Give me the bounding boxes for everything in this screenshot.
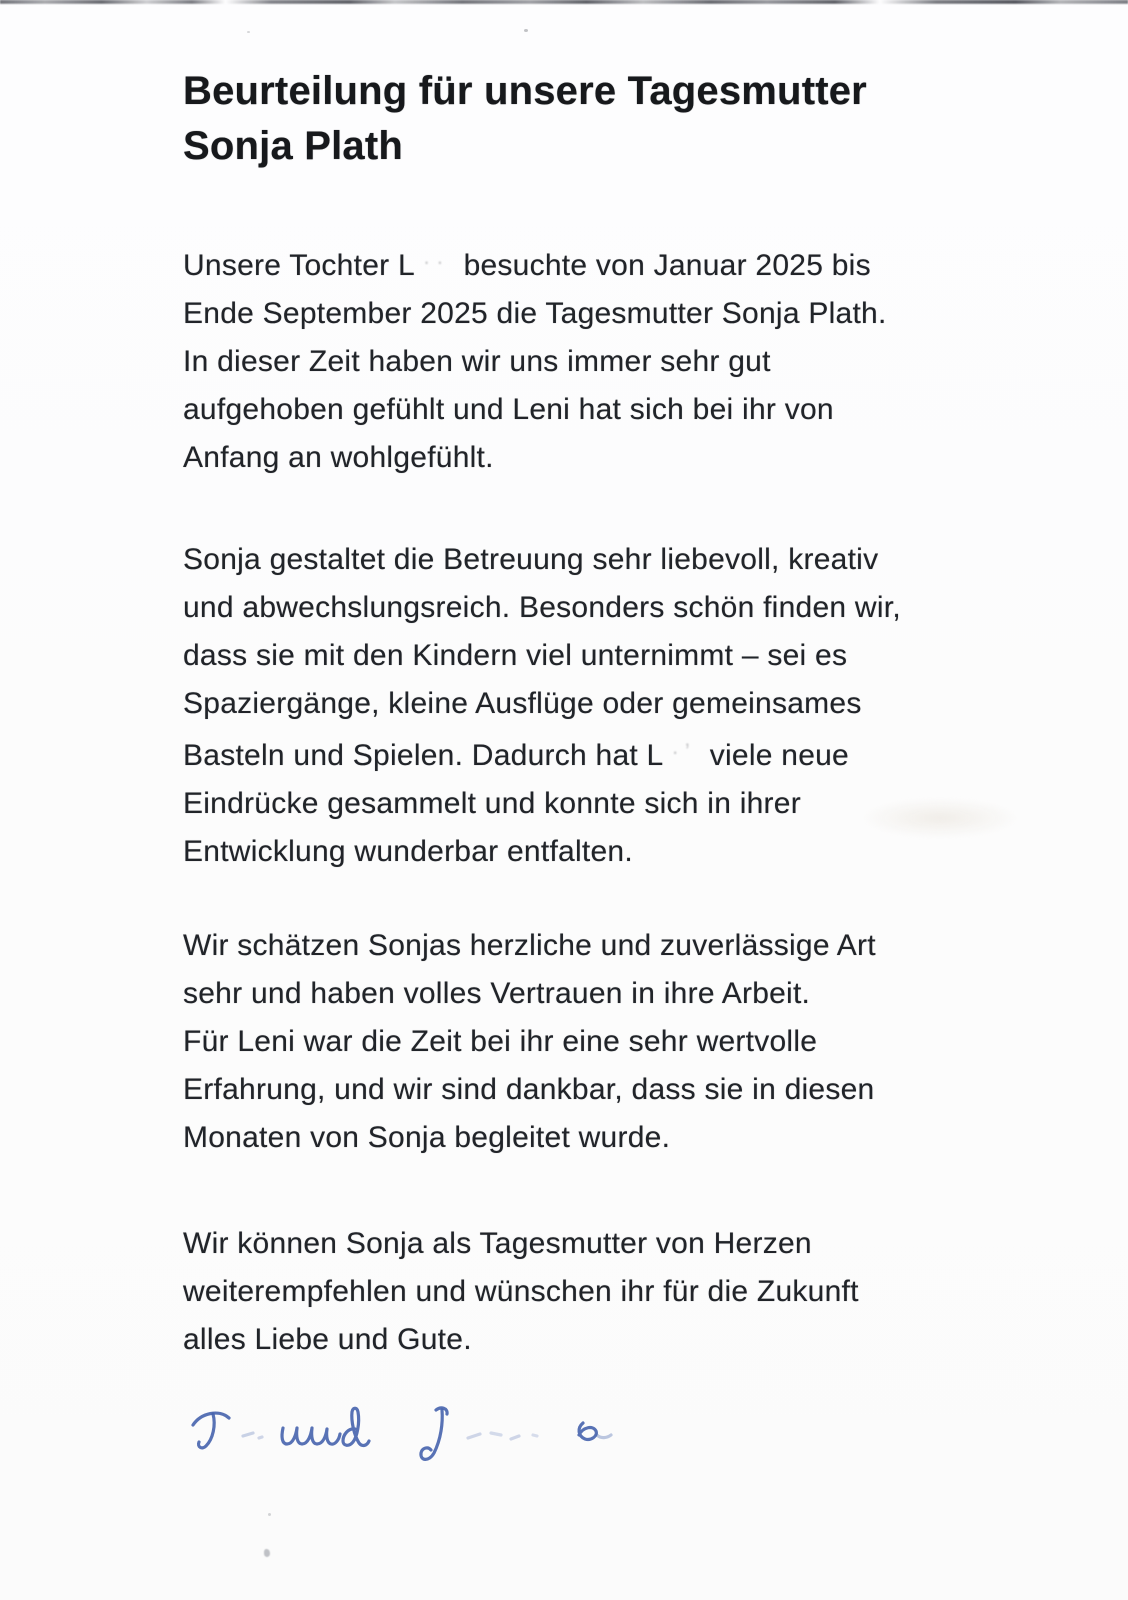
text-line: aufgehoben gefühlt und Leni hat sich bei ihr von (183, 393, 834, 426)
text-line: weiterempfehlen und wünschen ihr für die Zukunft (183, 1275, 859, 1308)
text-segment: viele neue (709, 739, 849, 772)
paragraph (183, 922, 983, 1162)
text-line (183, 728, 983, 780)
title-line-2: Sonja Plath (183, 124, 404, 168)
text-line: Entwicklung wunderbar entfalten. (183, 835, 633, 868)
text-line: Erfahrung, und wir sind dankbar, dass sie in diesen (183, 1073, 875, 1106)
erased-name-trace: ·· (422, 249, 450, 274)
text-line: In dieser Zeit haben wir uns immer sehr gut (183, 345, 771, 378)
text-line: Wir schätzen Sonjas herzliche und zuverlässige Art (183, 929, 876, 962)
text-line: Wir können Sonja als Tagesmutter von Herzen (183, 1227, 812, 1260)
text-line: Für Leni war die Zeit bei ihr eine sehr wertvolle (183, 1025, 818, 1058)
paragraph (183, 1220, 983, 1364)
text-line: alles Liebe und Gute. (183, 1323, 472, 1356)
text-line: Anfang an wohlgefühlt. (183, 441, 494, 474)
text-line: Spaziergänge, kleine Ausflüge oder gemeinsames (183, 687, 862, 720)
text-segment: Unsere Tochter L (183, 249, 415, 282)
paragraph (183, 536, 983, 876)
text-line (183, 238, 983, 290)
text-line: und abwechslungsreich. Besonders schön finden wir, (183, 591, 901, 624)
text-line: Ende September 2025 die Tagesmutter Sonja Plath. (183, 297, 887, 330)
text-segment: Basteln und Spielen. Dadurch hat L (183, 739, 664, 772)
text-line: sehr und haben volles Vertrauen in ihre Arbeit. (183, 977, 811, 1010)
text-line: Monaten von Sonja begleitet wurde. (183, 1121, 671, 1154)
erased-name-trace: ·’ (671, 739, 696, 764)
handwritten-signature (183, 1383, 643, 1483)
text-line: dass sie mit den Kindern viel unternimmt – sei es (183, 639, 848, 672)
paragraph (183, 238, 983, 482)
text-line: Eindrücke gesammelt und konnte sich in ihrer (183, 787, 801, 820)
signature-ink-strokes (183, 1383, 643, 1483)
text-line: Sonja gestaltet die Betreuung sehr liebevoll, kreativ (183, 543, 879, 576)
text-segment: besuchte von Januar 2025 bis (463, 249, 871, 282)
title-line-1: Beurteilung für unsere Tagesmutter (183, 69, 867, 113)
